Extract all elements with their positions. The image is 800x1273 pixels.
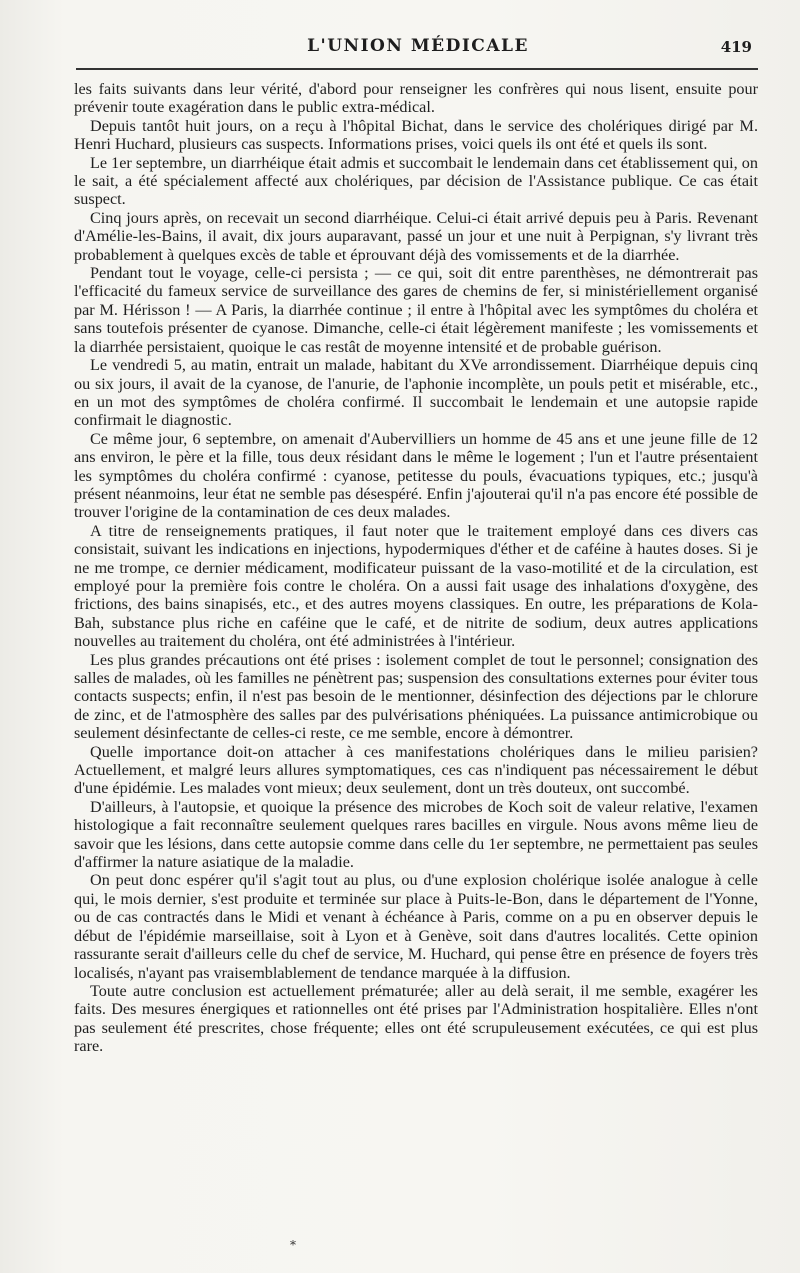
paragraph: Quelle importance doit-on attacher à ces manifestations cholériques dans le milieu parisien? Actuellement, et malgré leurs allures symptomatiques, ces cas n'indiquent pas nécessairement le début d'une épidémie. Les malades vont mieux; deux seulement, dont un très douteux, ont succombé.: [74, 742, 758, 798]
paragraph: Le 1er septembre, un diarrhéique était admis et succombait le lendemain dans cet établissement qui, on le sait, a été spécialement affecté aux cholériques, par décision de l'Assistance publique. Ce cas était suspect.: [74, 153, 758, 209]
paragraph: D'ailleurs, à l'autopsie, et quoique la présence des microbes de Koch soit de valeur relative, l'examen histologique a fait reconnaître seulement quelques rares bacilles en virgule. Nous avons même lieu de savoir que les lésions, dans cette autopsie comme dans celle du 1er septembre, ne permettaient pas seules d'affirmer la nature asiatique de la maladie.: [74, 797, 758, 872]
footer-mark: *: [290, 1238, 296, 1252]
paragraph: les faits suivants dans leur vérité, d'abord pour renseigner les confrères qui nous lisent, ensuite pour prévenir toute exagération dans le public extra-médical.: [74, 80, 758, 117]
page-number: 419: [720, 38, 752, 56]
journal-title: L'UNION MÉDICALE: [307, 36, 529, 56]
paragraph: Cinq jours après, on recevait un second diarrhéique. Celui-ci était arrivé depuis peu à Paris. Revenant d'Amélie-les-Bains, il avait, dix jours auparavant, passé un jour et une nuit à Perpignan, s'y livrant très probablement à quelques excès de table et éprouvant déjà des vomissements et de la diarrhée.: [74, 208, 758, 264]
paragraph: Depuis tantôt huit jours, on a reçu à l'hôpital Bichat, dans le service des cholériques dirigé par M. Henri Huchard, plusieurs cas suspects. Informations prises, voici quels ils ont été et quels ils sont.: [74, 116, 758, 154]
page-header: [78, 36, 758, 60]
article-body: [74, 80, 758, 1056]
header-rule: [76, 68, 758, 70]
paragraph: Le vendredi 5, au matin, entrait un malade, habitant du XVe arrondissement. Diarrhéique depuis cinq ou six jours, il avait de la cyanose, de l'anurie, de l'aphonie incomplète, un pouls petit et misérable, etc., en un mot des symptômes de choléra confirmé. Il succombait le lendemain et une autopsie rapide confirmait le diagnostic.: [74, 356, 758, 430]
paragraph: Les plus grandes précautions ont été prises : isolement complet de tout le personnel; consignation des salles de malades, où les familles ne pénètrent pas; suspension des consultations externes pour éviter tous contacts suspects; enfin, il n'est pas besoin de le mentionner, désinfection des déjections par le chlorure de zinc, et de l'atmosphère des salles par des pulvérisations phéniquées. La puissance antimicrobique ou seulement désinfectante de celles-ci reste, ce me semble, encore à démontrer.: [74, 650, 758, 743]
paragraph: On peut donc espérer qu'il s'agit tout au plus, ou d'une explosion cholérique isolée analogue à celle qui, le mois dernier, s'est produite et terminée sur place à Puits-le-Bon, dans le département de l'Yonne, ou de cas contractés dans le Midi et venant à échéance à Paris, comme on a pu en observer depuis le début de l'épidémie marseillaise, soit à Lyon et à Genève, soit dans d'autres localités. Cette opinion rassurante serait d'ailleurs celle du chef de service, M. Huchard, qui pense être en présence de foyers très localisés, n'ayant pas vraisemblablement de tendance marquée à la diffusion.: [74, 871, 758, 982]
paragraph: Toute autre conclusion est actuellement prématurée; aller au delà serait, il me semble, exagérer les faits. Des mesures énergiques et rationnelles ont été prises par l'Administration hospitalière. Elles n'ont pas seulement été prescrites, chose fréquente; elles ont été scrupuleusement exécutées, ce qui est plus rare.: [74, 981, 758, 1056]
paragraph: Ce même jour, 6 septembre, on amenait d'Aubervilliers un homme de 45 ans et une jeune fille de 12 ans environ, le père et la fille, tous deux résidant dans le même le logement ; l'un et l'autre présentaient les symptômes du choléra confirmé : cyanose, petitesse du pouls, évacuations typiques, etc.; jusqu'à présent néanmoins, leur état ne semble pas désespéré. Enfin j'ajouterai qu'il n'a pas encore été possible de trouver l'origine de la contamination de ces deux malades.: [74, 429, 758, 522]
paragraph: A titre de renseignements pratiques, il faut noter que le traitement employé dans ces divers cas consistait, suivant les indications en injections, hypodermiques d'éther et de caféine à hautes doses. Si je ne me trompe, ce dernier médicament, modificateur puissant de la vaso-motilité et de la circulation, est employé pour la première fois contre le choléra. On a aussi fait usage des inhalations d'oxygène, des frictions, des bains sinapisés, etc., et des autres moyens classiques. En outre, les préparations de Kola-Bah, substance plus riche en caféine que le café, et de nitrite de sodium, deux autres applications nouvelles au traitement du choléra, ont été administrées à l'intérieur.: [74, 521, 758, 651]
paragraph: Pendant tout le voyage, celle-ci persista ; — ce qui, soit dit entre parenthèses, ne démontrerait pas l'efficacité du fameux service de surveillance des gares de chemins de fer, si ministériellement organisé par M. Hérisson ! — A Paris, la diarrhée continue ; il entre à l'hôpital avec les symptômes du choléra et sans toutefois présenter de cyanose. Dimanche, celle-ci était légèrement manifeste ; les vomissements et la diarrhée persistaient, quoique le cas restât de moyenne intensité et de probable guérison.: [74, 264, 758, 356]
